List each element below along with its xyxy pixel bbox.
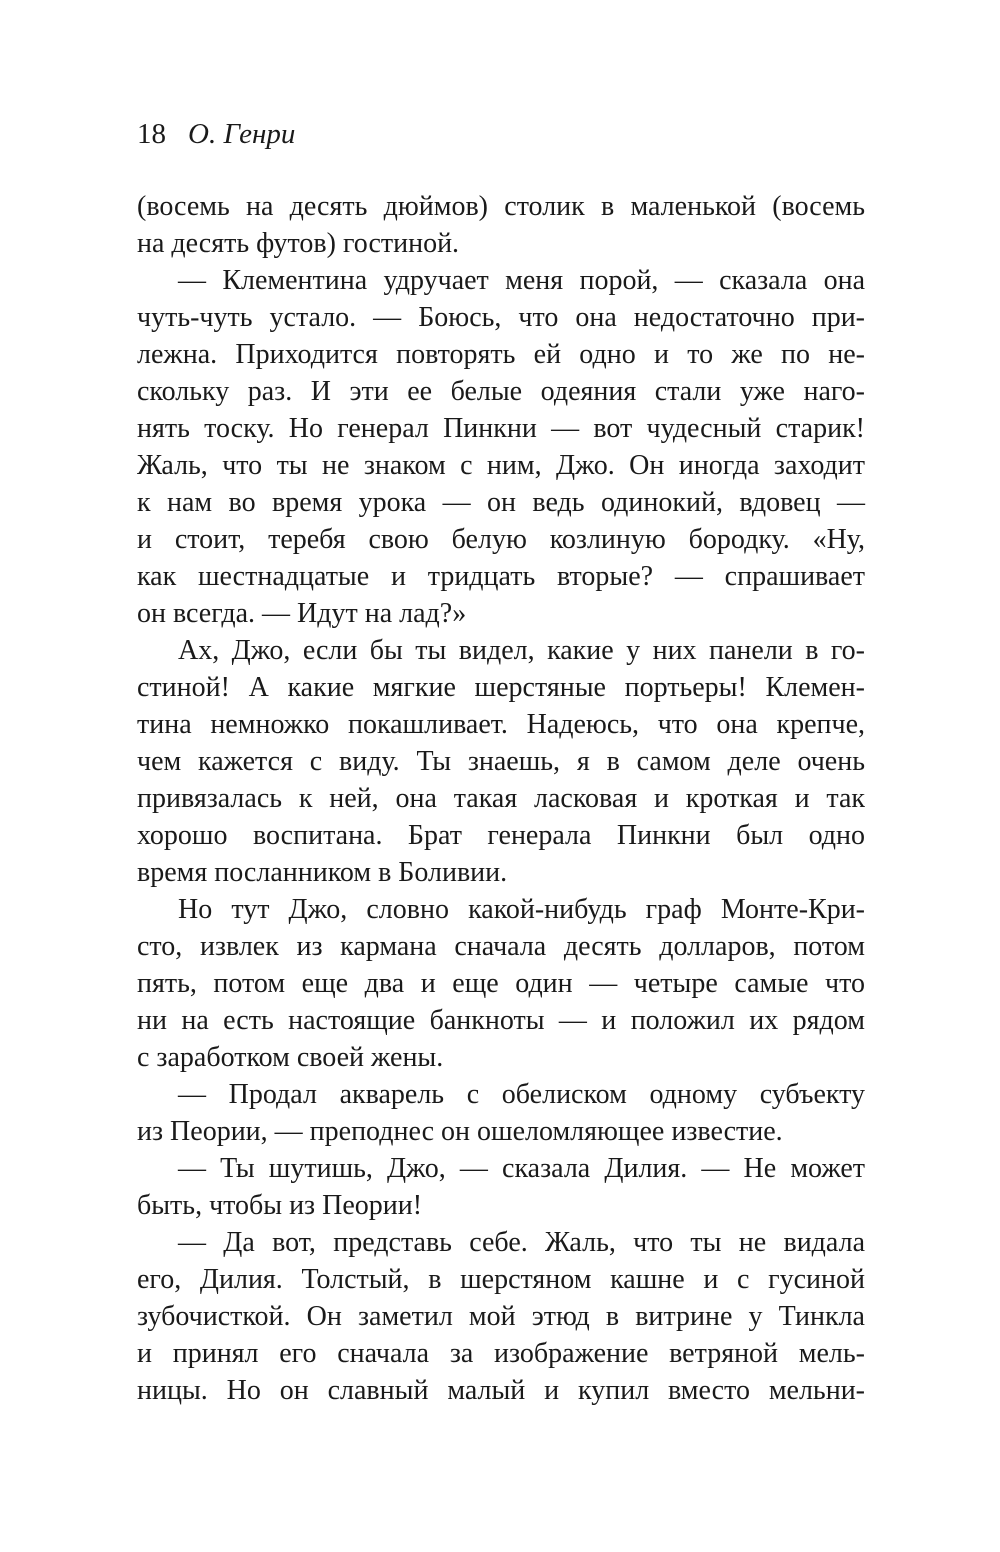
- text-line: нять тоску. Но генерал Пинкни — вот чудесный старик!: [137, 413, 865, 444]
- text-line: ницы. Но он славный малый и купил вместо мельни-: [137, 1375, 865, 1406]
- text-line: ни на есть настоящие банкноты — и положил их рядом: [137, 1005, 865, 1036]
- text-line: скольку раз. И эти ее белые одеяния стали уже наго-: [137, 376, 865, 407]
- text-line: Но тут Джо, словно какой-нибудь граф Монте-Кри-: [178, 894, 865, 925]
- text-line: — Продал акварель с обелиском одному субъекту: [178, 1079, 865, 1110]
- text-line: и принял его сначала за изображение ветряной мель-: [137, 1338, 865, 1369]
- text-line: (восемь на десять дюймов) столик в маленькой (восемь: [137, 191, 865, 222]
- text-line: Жаль, что ты не знаком с ним, Джо. Он иногда заходит: [137, 450, 865, 481]
- text-line: к нам во время урока — он ведь одинокий, вдовец —: [137, 487, 865, 518]
- text-line: на десять футов) гостиной.: [137, 228, 460, 259]
- text-line: с заработком своей жены.: [137, 1042, 444, 1073]
- text-line: чуть-чуть устало. — Боюсь, что она недостаточно при-: [137, 302, 865, 333]
- page-header: [137, 116, 295, 152]
- text-line: из Пеории, — преподнес он ошеломляющее известие.: [137, 1116, 783, 1147]
- text-line: сто, извлек из кармана сначала десять долларов, потом: [137, 931, 865, 962]
- running-title: О. Генри: [188, 118, 296, 150]
- text-line: привязалась к ней, она такая ласковая и кроткая и так: [137, 783, 865, 814]
- text-line: его, Дилия. Толстый, в шерстяном кашне и с гусиной: [137, 1264, 865, 1295]
- text-line: тина немножко покашливает. Надеюсь, что она крепче,: [137, 709, 865, 740]
- text-line: он всегда. — Идут на лад?»: [137, 598, 467, 629]
- text-line: — Да вот, представь себе. Жаль, что ты не видала: [178, 1227, 865, 1258]
- text-line: пять, потом еще два и еще один — четыре самые что: [137, 968, 865, 999]
- text-line: быть, чтобы из Пеории!: [137, 1190, 423, 1221]
- body-text: [137, 188, 865, 1409]
- text-line: — Ты шутишь, Джо, — сказала Дилия. — Не может: [178, 1153, 865, 1184]
- text-line: время посланником в Боливии.: [137, 857, 508, 888]
- text-line: лежна. Приходится повторять ей одно и то же по не-: [137, 339, 865, 370]
- text-line: — Клементина удручает меня порой, — сказала она: [178, 265, 865, 296]
- text-line: чем кажется с виду. Ты знаешь, я в самом деле очень: [137, 746, 865, 777]
- text-line: зубочисткой. Он заметил мой этюд в витрине у Тинкла: [137, 1301, 865, 1332]
- page-number: 18: [137, 118, 166, 150]
- text-line: хорошо воспитана. Брат генерала Пинкни был одно: [137, 820, 865, 851]
- text-line: Ах, Джо, если бы ты видел, какие у них панели в го-: [178, 635, 865, 666]
- text-line: и стоит, теребя свою белую козлиную бородку. «Ну,: [137, 524, 865, 555]
- text-line: как шестнадцатые и тридцать вторые? — спрашивает: [137, 561, 865, 592]
- text-line: стиной! А какие мягкие шерстяные портьеры! Клемен-: [137, 672, 865, 703]
